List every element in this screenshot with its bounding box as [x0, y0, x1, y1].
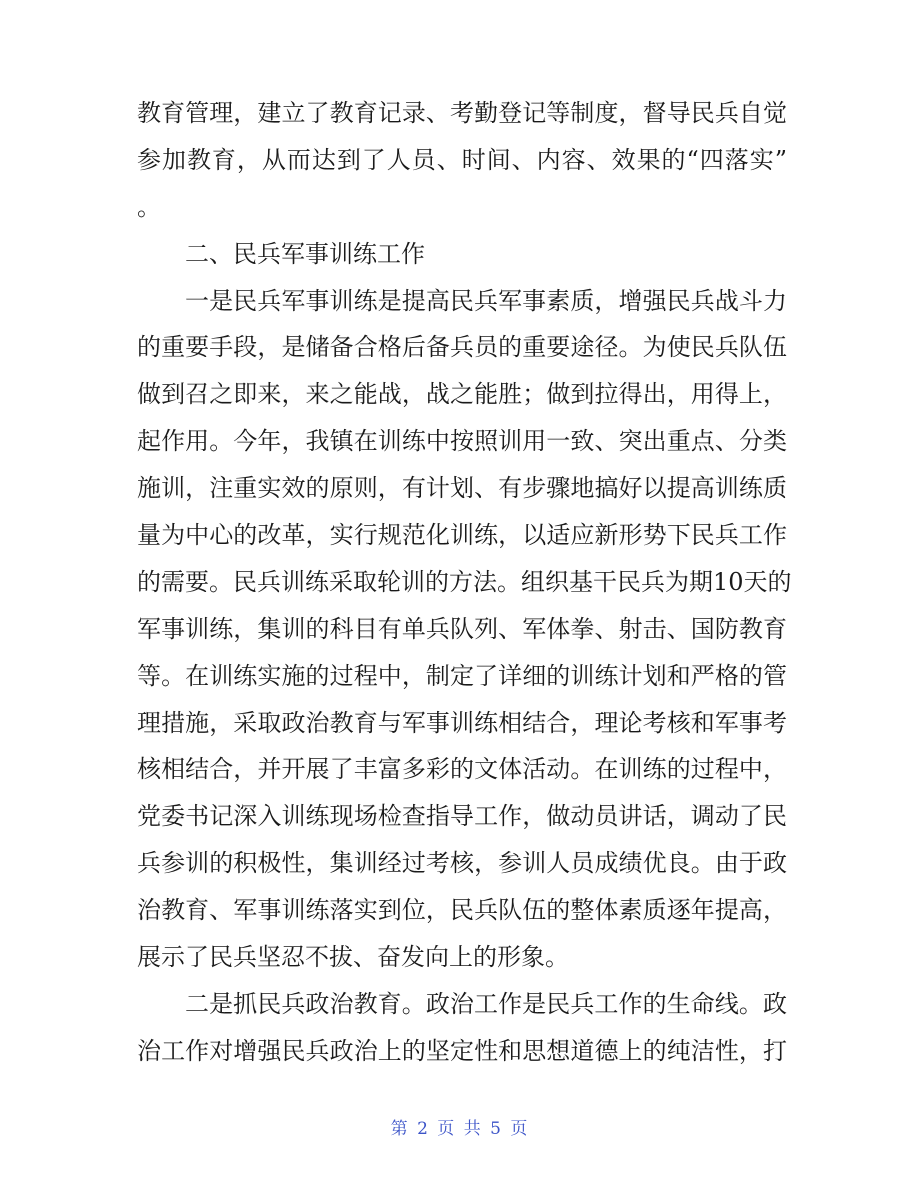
- text-line: 施训，注重实效的原则，有计划、有步骤地搞好以提高训练质: [137, 474, 787, 503]
- text-line: 一是民兵军事训练是提高民兵军事素质，增强民兵战斗力: [185, 286, 787, 315]
- text-line: 二是抓民兵政治教育。政治工作是民兵工作的生命线。政: [185, 989, 787, 1018]
- text-line: 展示了民兵坚忍不拔、奋发向上的形象。: [137, 943, 569, 972]
- text-line: 治工作对增强民兵政治上的坚定性和思想道德上的纯洁性，打: [137, 1036, 787, 1065]
- text-line: 治教育、军事训练落实到位，民兵队伍的整体素质逐年提高，: [137, 896, 787, 925]
- section-heading: 二、民兵军事训练工作: [185, 239, 425, 268]
- text-line: 党委书记深入训练现场检查指导工作，做动员讲话，调动了民: [137, 802, 787, 831]
- text-line: 兵参训的积极性，集训经过考核，参训人员成绩优良。由于政: [137, 849, 787, 878]
- text-line: 教育管理，建立了教育记录、考勤登记等制度，督导民兵自觉: [137, 99, 787, 127]
- text-line: 做到召之即来，来之能战，战之能胜；做到拉得出，用得上，: [137, 380, 787, 409]
- text-line: 核相结合，并开展了丰富多彩的文体活动。在训练的过程中，: [137, 755, 787, 784]
- text-line: 的需要。民兵训练采取轮训的方法。组织基干民兵为期10天的: [137, 567, 792, 596]
- text-line: 理措施，采取政治教育与军事训练相结合，理论考核和军事考: [137, 708, 787, 737]
- text-line: 参加教育，从而达到了人员、时间、内容、效果的“四落实”: [137, 145, 787, 174]
- document-body: [137, 98, 792, 1083]
- page-number-footer: 第 2 页 共 5 页: [390, 1119, 530, 1139]
- text-line: 的重要手段，是储备合格后备兵员的重要途径。为使民兵队伍: [137, 333, 787, 362]
- text-line: 。: [137, 192, 161, 221]
- text-line: 军事训练，集训的科目有单兵队列、军体拳、射击、国防教育: [137, 614, 787, 643]
- text-line: 起作用。今年，我镇在训练中按照训用一致、突出重点、分类: [137, 427, 787, 456]
- text-line: 量为中心的改革，实行规范化训练，以适应新形势下民兵工作: [137, 521, 787, 550]
- text-line: 等。在训练实施的过程中，制定了详细的训练计划和严格的管: [137, 661, 787, 690]
